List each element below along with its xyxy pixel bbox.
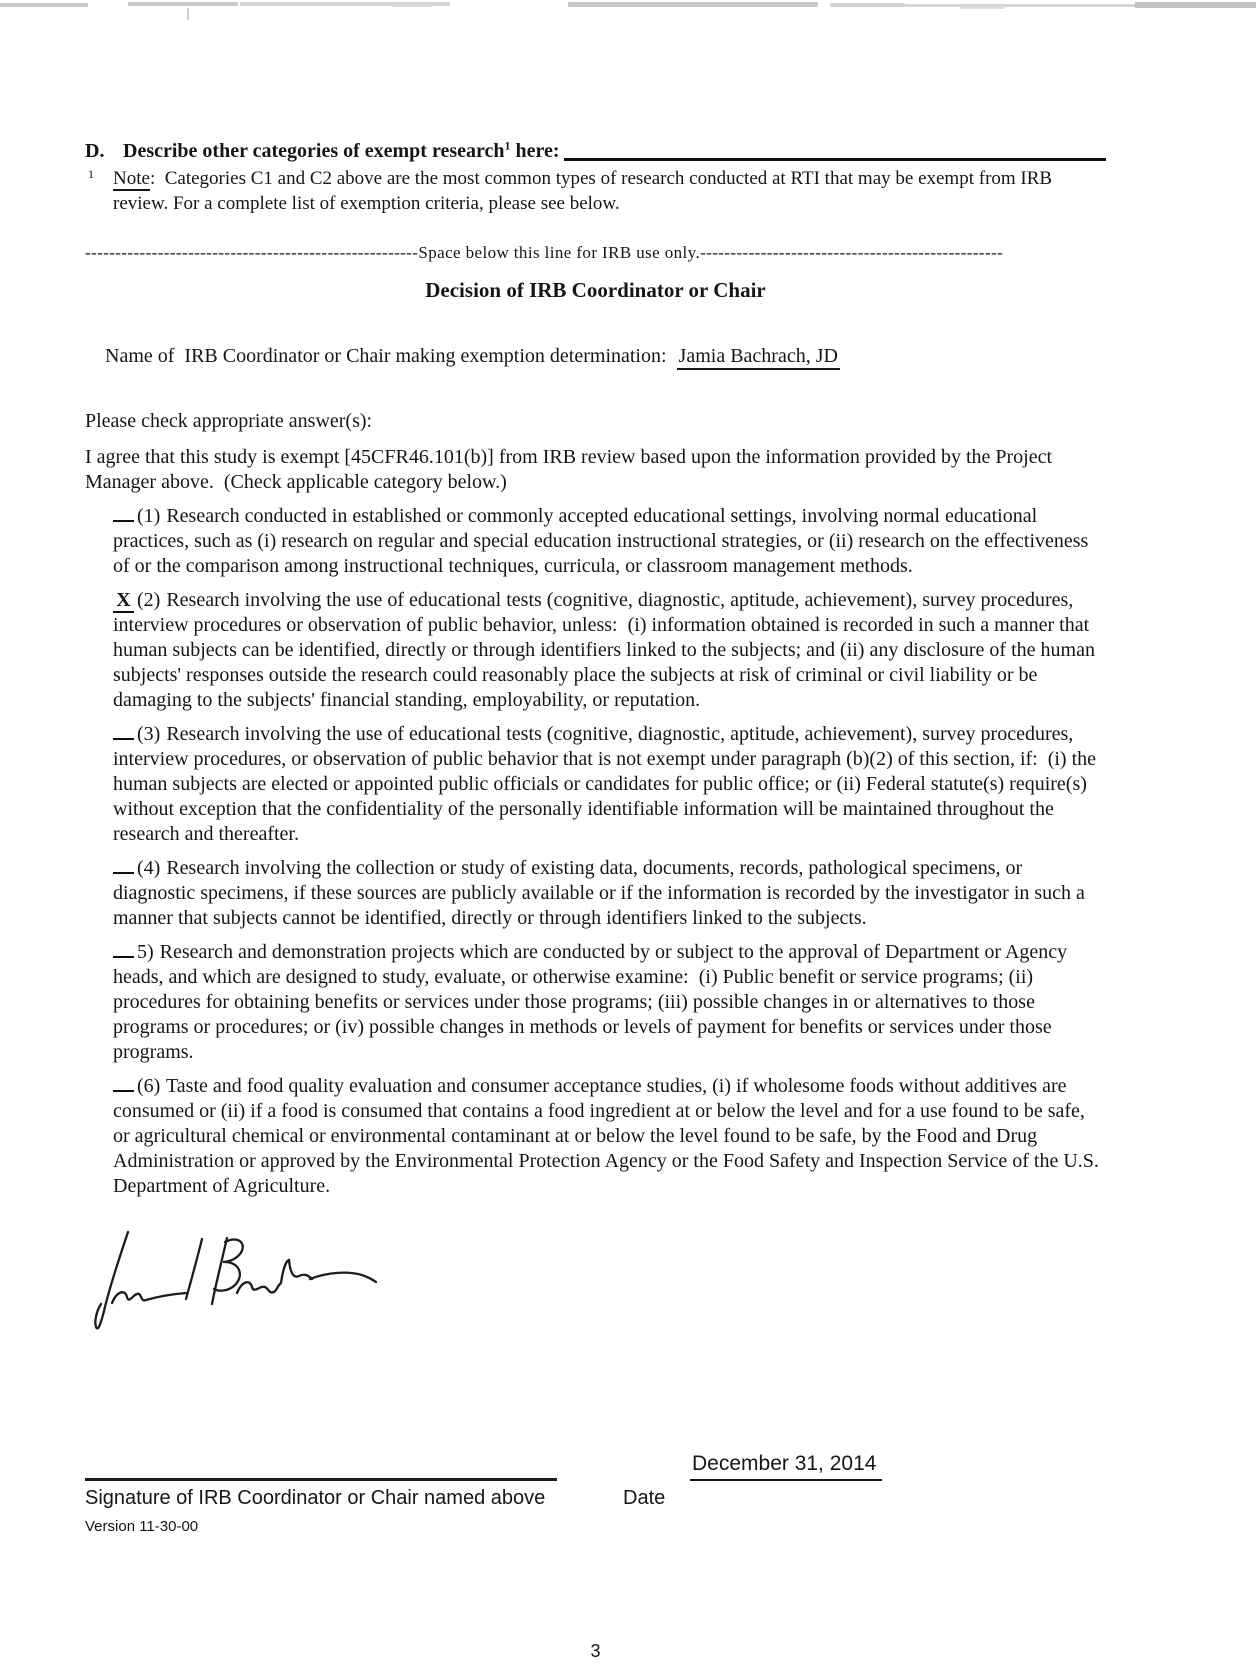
handwritten-signature [85, 1227, 1106, 1335]
exemption-category-6 [113, 1074, 1106, 1199]
exemption-category-5 [113, 940, 1106, 1065]
category-3-marker: (3) [137, 723, 161, 745]
scan-artifact [187, 8, 189, 20]
scan-artifact [960, 6, 1005, 9]
page-number: 3 [590, 1641, 601, 1661]
section-d-row [85, 138, 1106, 164]
scan-artifact [128, 2, 238, 6]
category-2-marker: (2) [137, 589, 161, 611]
footnote-reference: 1 [504, 138, 511, 153]
date-label: Date [623, 1487, 666, 1509]
exemption-category-3 [113, 722, 1106, 847]
category-5-checkbox [113, 955, 134, 958]
exemption-category-1 [113, 504, 1106, 579]
signoff-row [85, 1451, 1106, 1481]
category-5-marker: 5) [137, 941, 154, 963]
section-d-label: D. [85, 140, 105, 162]
category-4-text: Research involving the collection or study of existing data, documents, records, pathological specimens, or diagnostic specimens, if these sources are publicly available or if the information is recorded by the investigator in such a manner that subjects cannot be identified, directly or through identifiers linked to the subjects. [113, 857, 1090, 929]
signature-ink [85, 1227, 385, 1335]
category-6-marker: (6) [137, 1075, 161, 1097]
scan-artifact [568, 2, 818, 7]
divider-label: Space below this line for IRB use only. [418, 243, 701, 262]
scan-artifact [830, 3, 905, 7]
agreement-statement: I agree that this study is exempt [45CFR46.101(b)] from IRB review based upon the information provided by the Project Manager above. (Check applicable category below.) [85, 446, 1058, 493]
footnote [85, 166, 1106, 216]
divider-dashes-right: -------------------------------------------------- [700, 243, 1004, 262]
coordinator-name-row [85, 316, 1106, 397]
coordinator-name-value: Jamia Bachrach, JD [677, 345, 840, 370]
decision-section-heading: Decision of IRB Coordinator or Chair [425, 278, 766, 302]
exemption-category-4 [113, 856, 1106, 931]
irb-use-only-divider [85, 241, 1106, 265]
signature-line [85, 1458, 557, 1481]
category-1-text: Research conducted in established or commonly accepted educational settings, involving normal educational practices, such as (i) research on regular and special education instructional strategies, or (ii) research on the effectiveness of or the comparison among instructional techniques, curricula, or classroom management methods. [113, 505, 1094, 577]
category-6-text: Taste and food quality evaluation and consumer acceptance studies, (i) if wholesome foods without additives are consumed or (ii) if a food is consumed that contains a food ingredient at or below the level and for a use found to be safe, or agricultural chemical or environmental contaminant at or below the level found to be safe, by the Food and Drug Administration or approved by the Environmental Protection Agency or the Food Safety and Inspection Service of the U.S. Department of Agriculture. [113, 1075, 1104, 1197]
category-2-text: Research involving the use of educational tests (cognitive, diagnostic, aptitude, achievement), survey procedures, interview procedures or observation of public behavior, unless: (i) information obtained is recorded in such a manner that human subjects can be identified, directly or through identifiers linked to the subjects; and (ii) any disclosure of the human subjects' responses outside the research could reasonably place the subjects at risk of criminal or civil liability or be damaging to the subjects' financial standing, employability, or reputation. [113, 589, 1100, 711]
coordinator-name-label: Name of IRB Coordinator or Chair making exemption determination: [105, 345, 677, 367]
footnote-note-word: Note [113, 168, 150, 189]
date-value: December 31, 2014 [690, 1451, 882, 1481]
category-1-marker: (1) [137, 505, 161, 527]
form-version: Version 11-30-00 [85, 1518, 199, 1535]
footnote-text: : Categories C1 and C2 above are the most common types of research conducted at RTI that may be exempt from IRB review. For a complete list of exemption criteria, please see below. [113, 168, 1057, 214]
section-d-heading: Describe other categories of exempt research$^1$ here: [123, 138, 560, 162]
blank-answer-line [564, 158, 1106, 161]
scan-artifact [0, 3, 88, 7]
divider-dashes-left: ------------------------------------------------------- [85, 243, 419, 262]
signoff-labels-row [85, 1485, 1106, 1511]
category-4-checkbox [113, 871, 134, 874]
exemption-category-2 [113, 588, 1106, 713]
category-3-checkbox [113, 737, 134, 740]
footnote-superscript: 1 [88, 167, 94, 181]
scan-artifact [1135, 2, 1256, 8]
category-6-checkbox [113, 1089, 134, 1092]
category-5-text: Research and demonstration projects which are conducted by or subject to the approval of Department or Agency heads, and which are designed to study, evaluate, or otherwise examine: (i) Public benefit or service programs; (ii) procedures for obtaining benefits or services under those programs; (iii) possible changes in or alternatives to those programs or procedures; or (iv) possible changes in methods or levels of payment for benefits or services under those programs. [113, 941, 1073, 1063]
category-2-checkbox: X [113, 590, 134, 613]
check-instruction: Please check appropriate answer(s): [85, 410, 373, 432]
category-1-checkbox [113, 519, 134, 522]
scan-artifact [392, 4, 432, 7]
category-3-text: Research involving the use of educational tests (cognitive, diagnostic, aptitude, achievement), survey procedures, interview procedures, or observation of public behavior that is not exempt under paragraph (b)(2) of this section, if: (i) the human subjects are elected or appointed public officials or candidates for public office; or (ii) Federal statute(s) require(s) without exception that the confidentiality of the personally identifiable information will be maintained throughout the research and thereafter. [113, 723, 1102, 845]
category-4-marker: (4) [137, 857, 161, 879]
signature-label: Signature of IRB Coordinator or Chair named above [85, 1487, 546, 1509]
